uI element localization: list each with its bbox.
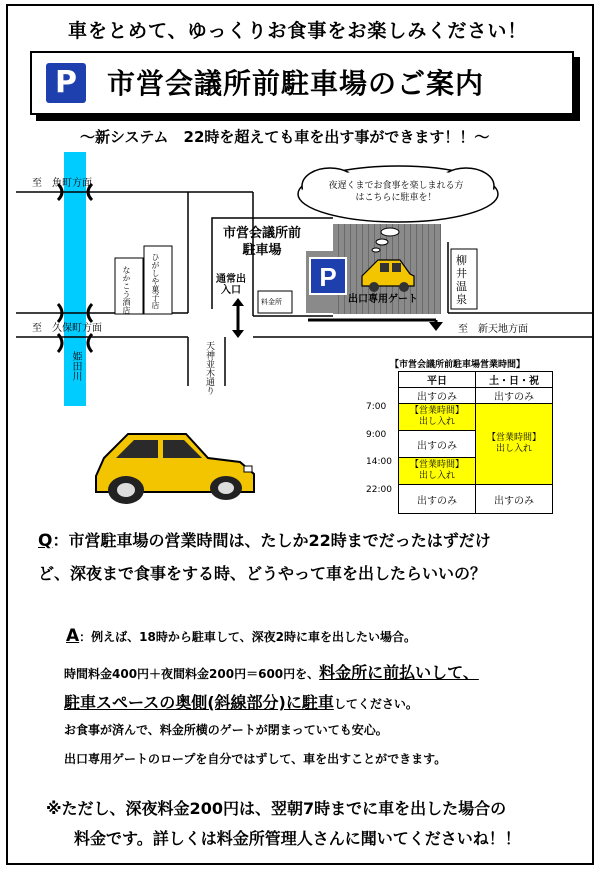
- note-line-1: ※ただし、深夜料金200円は、翌朝7時までに車を出した場合の: [46, 799, 507, 818]
- label-east-road: 至 新天地方面: [458, 324, 528, 335]
- cell-exit-only: 出すのみ: [399, 485, 476, 514]
- car-large-icon: [96, 434, 254, 504]
- cell-exit-only: 出すのみ: [476, 485, 553, 514]
- answer-line-1: A：例えば、18時から駐車して、深夜2時に車を出したい場合。: [66, 626, 416, 646]
- entrance-arrow-icon: [232, 298, 244, 338]
- cell-open-weekend: 【営業時間】 出し入れ: [476, 404, 553, 485]
- label-shop2: ひがしや菓子店: [151, 253, 160, 309]
- label-parking-lot: 市営会議所前駐車場: [222, 226, 301, 258]
- q-mark: Q: [38, 531, 53, 551]
- label-shop1: なかこう酒店: [122, 266, 131, 314]
- col-weekday: 平日: [399, 372, 476, 388]
- label-entrance: 通常出入口: [216, 274, 246, 296]
- hours-title: 【市営会議所前駐車場営業時間】: [390, 360, 526, 370]
- cell-open-afternoon: 【営業時間】 出し入れ: [399, 458, 476, 485]
- flyer-page: [6, 4, 594, 865]
- cell-open-morning: 【営業時間】 出し入れ: [399, 404, 476, 431]
- label-river: 姫田川: [70, 351, 81, 381]
- time-7: 7:00: [366, 402, 387, 412]
- label-street: 天神並木通り: [204, 341, 214, 395]
- label-onsen: 柳井温泉: [456, 254, 467, 306]
- question-line-1: Q：市営駐車場の営業時間は、たしか22時までだったはずだけ: [38, 531, 491, 551]
- parking-p-icon: P: [46, 63, 86, 103]
- page-title: 市営会議所前駐車場のご案内: [107, 67, 485, 100]
- cell-exit-only: 出すのみ: [476, 388, 553, 404]
- time-9: 9:00: [366, 430, 387, 440]
- subtitle: ～新システム 22時を超えても車を出す事ができます！！～: [80, 128, 490, 146]
- label-north-road: 至 魚町方面: [32, 178, 92, 189]
- time-14: 14:00: [366, 457, 392, 467]
- label-booth: 料金所: [261, 298, 282, 306]
- cloud-text: 夜遅くまでお食事を楽しまれる方はこちらに駐車を！: [328, 181, 464, 203]
- cell-exit-only: 出すのみ: [399, 431, 476, 458]
- headline: 車をとめて、ゆっくりお食事をお楽しみください！: [68, 20, 528, 42]
- cell-exit-only: 出すのみ: [399, 388, 476, 404]
- question-line-2: ど、深夜まで食事をする時、どうやって車を出したらいいの？: [38, 564, 487, 583]
- note-line-2: 料金です。詳しくは料金所管理人さんに聞いてくださいね！！: [74, 829, 521, 848]
- a-mark: A: [66, 626, 80, 646]
- answer-line-3: 駐車スペースの奥側(斜線部分)に駐車してください。: [64, 693, 418, 712]
- label-south-road: 至 久保町方面: [32, 323, 102, 334]
- time-22: 22:00: [366, 485, 392, 495]
- hours-table: [398, 371, 553, 514]
- answer-line-5: 出口専用ゲートのロープを自分ではずして、車を出すことができます。: [64, 752, 447, 766]
- answer-line-4: お食事が済んで、料金所横のゲートが閉まっていても安心。: [64, 723, 388, 737]
- col-weekend: 土・日・祝: [476, 372, 553, 388]
- exit-arrow-icon: [308, 320, 443, 331]
- answer-line-2: 時間料金400円＋夜間料金200円＝600円を、料金所に前払いして、: [64, 663, 479, 682]
- label-exit-gate: 出口専用ゲート: [348, 294, 418, 305]
- svg-text:P: P: [319, 262, 337, 292]
